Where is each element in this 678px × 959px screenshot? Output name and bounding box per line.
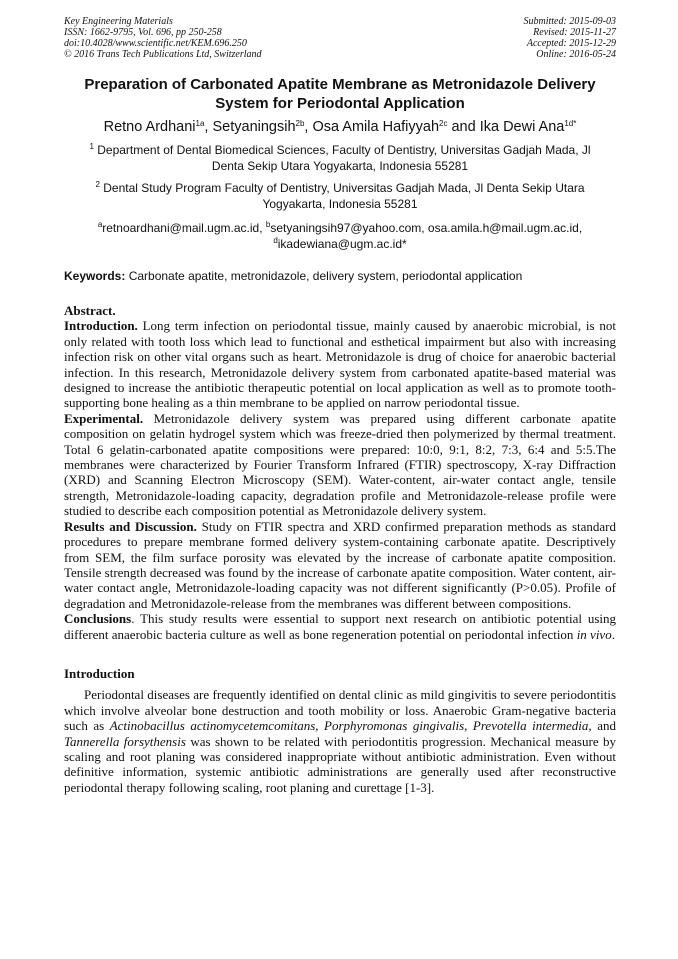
doi-line: doi:10.4028/www.scientific.net/KEM.696.250 xyxy=(64,38,247,49)
email-link[interactable]: retnoardhani@mail.ugm.ac.id, xyxy=(102,221,266,235)
keywords xyxy=(64,268,616,284)
author-emails xyxy=(64,220,616,252)
author-name: Setyaningsih xyxy=(212,119,296,135)
paper-page xyxy=(64,16,616,795)
author-list xyxy=(64,118,616,136)
author-name: Osa Amila Hafiyyah xyxy=(312,119,440,135)
paragraph-label: Introduction. xyxy=(64,318,138,334)
paragraph-italic: in vivo xyxy=(576,626,612,642)
submitted-date: Submitted: 2015-09-03 xyxy=(523,16,616,27)
issn-line: ISSN: 1662-9795, Vol. 696, pp 250-258 xyxy=(64,27,222,38)
accepted-date: Accepted: 2015-12-29 xyxy=(526,38,616,49)
author-affiliation-mark: 2b xyxy=(295,119,305,128)
abstract-experimental xyxy=(64,411,616,519)
author-affiliation-mark: 2c xyxy=(439,119,448,128)
paragraph-text: Study on FTIR spectra and XRD confirmed preparation methods as standard procedures to prepare membrane formed delivery system-containing carbonate apatite. Descriptively from SEM, the film surface porosity was elevated by the increase of carbonate apatite composition. Tensile strength decreased was found by the increase of carbonate apatite composition. Water content, air-water contact angle, Metronidazole-loading capacity was not different significantly (P>0.05). Profile of degradation and Metronidazole-release from the membranes was different between compositions. xyxy=(64,518,616,611)
paragraph-label: Conclusions xyxy=(64,611,132,627)
species-name: Tannerella forsythensis xyxy=(64,733,186,749)
title-line-1: Preparation of Carbonated Apatite Membrane as Metronidazole Delivery xyxy=(84,76,596,93)
email-mark: a xyxy=(97,220,103,229)
abstract-body xyxy=(64,318,616,642)
author-affiliation-mark: 1d* xyxy=(564,119,577,128)
paragraph-text: Periodontal diseases are frequently identified on dental clinic as mild gingivitis to severe periodontitis which involve alveolar bone destruction and tooth mobility or loss. Anaerobic Gram-negative bacteria such as xyxy=(64,687,616,734)
affiliation-line: Department of Dental Biomedical Sciences, Faculty of Dentistry, Universitas Gadjah Mada, Jl xyxy=(93,143,591,157)
paragraph-label: Results and Discussion. xyxy=(64,518,197,534)
email-mark: b xyxy=(265,220,271,229)
affiliation-line: Yogyakarta, Indonesia 55281 xyxy=(262,197,418,211)
affiliation-2 xyxy=(64,180,616,212)
affiliation-mark: 2 xyxy=(95,180,100,189)
author-name: Ika Dewi Ana xyxy=(479,119,565,135)
author-separator: , xyxy=(204,119,213,135)
paragraph-text: . This study results were essential to support next research on antibiotic potential using different anaerobic bacteria culture as well as bone regeneration potential on periodontal infection xyxy=(64,611,616,642)
author-separator: and xyxy=(447,119,480,135)
affiliation-1 xyxy=(64,142,616,174)
copyright-line: © 2016 Trans Tech Publications Ltd, Switzerland xyxy=(64,49,262,60)
author-separator: , xyxy=(304,119,313,135)
email-link[interactable]: setyaningsih97@yahoo.com, osa.amila.h@mail.ugm.ac.id, xyxy=(270,221,583,235)
abstract-heading: Abstract. xyxy=(64,303,116,318)
revised-date: Revised: 2015-11-27 xyxy=(533,27,616,38)
online-date: Online: 2016-05-24 xyxy=(536,49,616,60)
introduction-heading: Introduction xyxy=(64,665,135,681)
affiliation-line: Dental Study Program Faculty of Dentistry, Universitas Gadjah Mada, Jl Denta Sekip Utara xyxy=(99,181,585,195)
journal-name: Key Engineering Materials xyxy=(64,16,173,27)
title-line-2: System for Periodontal Application xyxy=(215,95,465,112)
email-link[interactable]: ikadewiana@ugm.ac.id* xyxy=(277,237,407,251)
paragraph-text: Metronidazole delivery system was prepared using different carbonate apatite composition on gelatin hydrogel system which was freeze-dried then polymerized by thermal treatment. Total 6 gelatin-carbonated apatite compositions were prepared: 10:0, 9:1, 8:2, 7:3, 6:4 and 5:5.The membranes were characterized by Fourier Transform Infrared (FTIR) spectroscopy, X-ray Diffraction (XRD) and Scanning Electron Microscopy (SEM). Water-content, air-water contact angle, tensile strength, Metronidazole-loading capacity, degradation profile and Metronidazole-release profile were studied to describe each composition potential as Metronidazole delivery system. xyxy=(64,410,616,519)
abstract-introduction xyxy=(64,318,616,410)
submission-dates xyxy=(524,16,617,60)
introduction-paragraph xyxy=(64,687,616,795)
abstract-conclusions xyxy=(64,611,616,642)
keywords-label: Keywords: xyxy=(64,269,126,283)
affiliation-mark: 1 xyxy=(89,142,94,151)
author-name: Retno Ardhani xyxy=(103,119,196,135)
keywords-text: Carbonate apatite, metronidazole, delivery system, periodontal application xyxy=(125,269,523,283)
paragraph-tail: . xyxy=(611,626,615,642)
paragraph-text: and xyxy=(591,718,616,734)
email-mark: d xyxy=(273,236,278,245)
journal-header xyxy=(64,16,616,60)
author-affiliation-mark: 1a xyxy=(195,119,205,128)
species-names: Actinobacillus actinomycetemcomitans, Porphyromonas gingivalis, Prevotella intermedia, xyxy=(109,718,592,734)
journal-info xyxy=(64,16,262,60)
paper-title xyxy=(64,75,616,113)
paragraph-text: Long term infection on periodontal tissue, mainly caused by anaerobic microbial, is not only related with tooth loss which lead to functional and esthetical impairment but also with increasing infection risk on other vital organs such as heart. Metronidazole is drug of choice for anaerobic bacterial infection. In this research, Metronidazole delivery system from carbonated apatite-based material was designed to increase the antibiotic therapeutic potential on local application as well as to promote tooth-supporting bone healing as a thin membrane to be applied on narrow periodontal tissue. xyxy=(64,318,616,411)
abstract-results xyxy=(64,519,616,611)
paragraph-text: was shown to be related with periodontitis progression. Mechanical measure by scaling and root planing was considered inappropriate without antibiotic administration. Even without definitive information, systemic antibiotic administrations are generally used after reconstructive periodontal therapy following scaling, root planing and curettage [1-3]. xyxy=(64,733,616,795)
paragraph-label: Experimental. xyxy=(64,410,144,426)
affiliation-line: Denta Sekip Utara Yogyakarta, Indonesia 55281 xyxy=(211,159,469,173)
